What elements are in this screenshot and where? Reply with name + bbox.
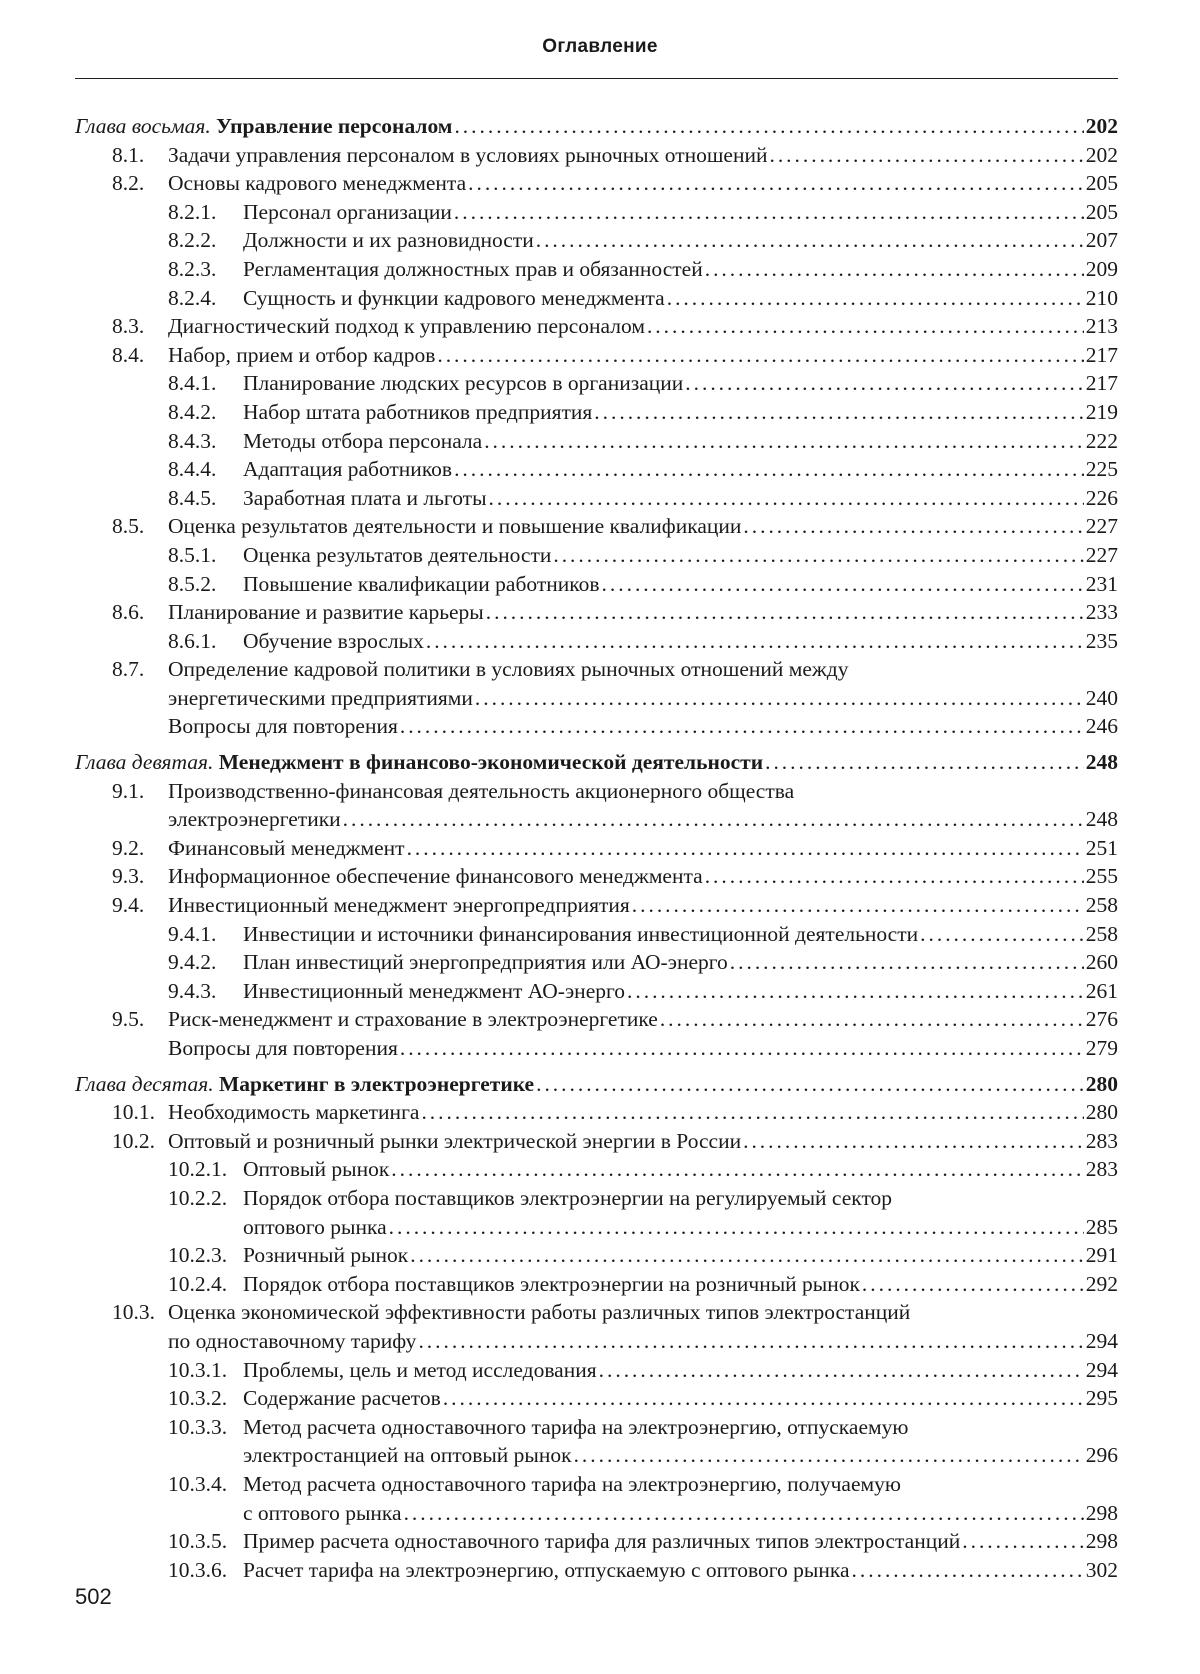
toc-section — [0, 341, 1200, 370]
toc-subsection — [0, 226, 1200, 255]
dot-leader — [852, 1556, 1084, 1585]
section-number: 8.5.2. — [168, 571, 217, 596]
dot-leader — [553, 541, 1083, 570]
section-number: 8.4.4. — [168, 457, 217, 482]
page-reference: 235 — [1085, 628, 1118, 653]
entry-title: Заработная плата и льготы — [243, 485, 487, 510]
dot-leader — [602, 570, 1084, 599]
dot-leader — [765, 748, 1084, 777]
page-reference: 285 — [1085, 1214, 1118, 1239]
section-number: 10.1. — [112, 1100, 155, 1125]
header-rule — [75, 78, 1118, 79]
chapter-prefix: Глава девятая. — [75, 750, 214, 775]
section-number: 10.3.5. — [168, 1529, 228, 1554]
toc-section — [0, 141, 1200, 170]
section-number: 10.3.6. — [168, 1557, 228, 1582]
toc-section — [0, 169, 1200, 198]
running-header: Оглавление — [542, 36, 658, 57]
entry-title: Инвестиционный менеджмент АО-энерго — [243, 978, 626, 1003]
page-reference: 231 — [1085, 571, 1118, 596]
page-reference: 219 — [1085, 399, 1118, 424]
section-number: 8.4.3. — [168, 428, 217, 453]
entry-title-line: Порядок отбора поставщиков электроэнергии на регулируемый сектор — [243, 1185, 893, 1210]
entry-title: Планирование и развитие карьеры — [168, 600, 484, 625]
section-number: 8.2.1. — [168, 199, 217, 224]
section-number: 8.1. — [112, 142, 145, 167]
section-number: 9.4.1. — [168, 921, 217, 946]
toc-subsection — [0, 427, 1200, 456]
page-reference: 205 — [1085, 199, 1118, 224]
dot-leader — [632, 891, 1084, 920]
table-of-contents — [0, 112, 1200, 1584]
entry-title: Оптовый и розничный рынки электрической энергии в России — [168, 1128, 742, 1153]
page-reference: 248 — [1085, 750, 1118, 775]
dot-leader — [599, 1356, 1084, 1385]
entry-title: энергетическими предприятиями — [168, 685, 473, 710]
dot-leader — [962, 1527, 1084, 1556]
toc-subsection — [0, 1470, 1200, 1527]
dot-leader — [389, 1213, 1084, 1242]
entry-title: Основы кадрового менеджмента — [168, 171, 467, 196]
section-number: 10.2. — [112, 1128, 155, 1153]
page-reference: 240 — [1085, 685, 1118, 710]
toc-section — [0, 834, 1200, 863]
dot-leader — [391, 1155, 1083, 1184]
entry-title-line: Метод расчета одноставочного тарифа на электроэнергию, получаемую — [243, 1471, 901, 1496]
entry-title: Вопросы для повторения — [168, 1036, 398, 1060]
toc-section — [0, 777, 1200, 834]
page-reference: 217 — [1085, 342, 1118, 367]
toc-section — [0, 1098, 1200, 1127]
entry-title: Планирование людских ресурсов в организации — [243, 371, 684, 396]
section-number: 8.2. — [112, 171, 145, 196]
dot-leader — [730, 948, 1084, 977]
toc-subsection — [0, 455, 1200, 484]
section-number: 8.6.1. — [168, 628, 217, 653]
section-number: 8.2.2. — [168, 228, 217, 253]
toc-section — [0, 891, 1200, 920]
dot-leader — [862, 1270, 1084, 1299]
page-reference: 251 — [1085, 835, 1118, 860]
toc-section — [0, 512, 1200, 541]
page-reference: 294 — [1085, 1357, 1118, 1382]
section-number: 8.4. — [112, 342, 145, 367]
toc-subsection — [0, 977, 1200, 1006]
page-reference: 213 — [1085, 314, 1118, 339]
dot-leader — [489, 484, 1084, 513]
section-number: 8.7. — [112, 657, 145, 682]
toc-section — [0, 312, 1200, 341]
section-number: 10.2.3. — [168, 1243, 228, 1268]
entry-title: электростанцией на оптовый рынок — [243, 1443, 572, 1468]
toc-subsection — [0, 1184, 1200, 1241]
page-reference: 291 — [1085, 1243, 1118, 1268]
page-reference: 283 — [1085, 1157, 1118, 1182]
chapter-title: Управление персоналом — [216, 114, 453, 138]
page-number: 502 — [75, 1584, 112, 1609]
dot-leader — [536, 226, 1084, 255]
dot-leader — [454, 198, 1084, 227]
chapter-title: Менеджмент в финансово-экономической деятельности — [218, 750, 764, 775]
section-number: 9.3. — [112, 864, 145, 889]
entry-title-line: Определение кадровой политики в условиях рыночных отношений между — [168, 657, 849, 682]
section-number: 10.3. — [112, 1300, 155, 1325]
dot-leader — [421, 1098, 1083, 1127]
page-reference: 279 — [1085, 1036, 1118, 1060]
dot-leader — [743, 512, 1083, 541]
dot-leader — [404, 1499, 1084, 1528]
toc-section — [0, 1298, 1200, 1355]
page-reference: 227 — [1085, 542, 1118, 567]
section-number: 9.4.3. — [168, 978, 217, 1003]
entry-title: Задачи управления персоналом в условиях рыночных отношений — [168, 142, 768, 167]
entry-title: Оптовый рынок — [243, 1157, 390, 1182]
entry-title: Расчет тарифа на электроэнергию, отпускаемую с оптового рынка — [243, 1557, 850, 1582]
page-reference: 209 — [1085, 256, 1118, 281]
page-reference: 226 — [1085, 485, 1118, 510]
entry-title: Содержание расчетов — [243, 1386, 441, 1411]
section-number: 8.4.1. — [168, 371, 217, 396]
section-number: 9.2. — [112, 835, 145, 860]
dot-leader — [400, 712, 1084, 741]
page-reference: 260 — [1085, 950, 1118, 975]
section-number: 10.2.1. — [168, 1157, 228, 1182]
entry-title: Диагностический подход к управлению персоналом — [168, 314, 645, 339]
entry-title: оптового рынка — [243, 1214, 387, 1239]
dot-leader — [468, 169, 1084, 198]
section-number: 10.3.2. — [168, 1386, 228, 1411]
entry-title: с оптового рынка — [243, 1500, 402, 1525]
entry-title: Должности и их разновидности — [243, 228, 534, 253]
chapter-title: Маркетинг в электроэнергетике — [219, 1071, 535, 1096]
section-number: 8.6. — [112, 600, 145, 625]
section-number: 10.2.4. — [168, 1271, 228, 1296]
toc-subsection — [0, 398, 1200, 427]
page-reference: 227 — [1085, 514, 1118, 539]
entry-title: Регламентация должностных прав и обязанностей — [243, 256, 703, 281]
toc-chapter — [0, 112, 1200, 141]
dot-leader — [769, 141, 1083, 170]
dot-leader — [400, 1034, 1084, 1063]
toc-subsection — [0, 198, 1200, 227]
entry-title: Повышение квалификации работников — [243, 571, 600, 596]
dot-leader — [426, 627, 1084, 656]
section-number: 10.3.4. — [168, 1471, 228, 1496]
entry-title: Финансовый менеджмент — [168, 835, 405, 860]
entry-title-line: Производственно-финансовая деятельность акционерного общества — [168, 778, 795, 803]
page-reference: 283 — [1085, 1128, 1118, 1153]
dot-leader — [705, 862, 1084, 891]
entry-title: Набор штата работников предприятия — [243, 399, 593, 424]
section-number: 8.4.5. — [168, 485, 217, 510]
toc-subsection — [0, 1556, 1200, 1585]
section-number: 8.4.2. — [168, 399, 217, 424]
page-reference: 280 — [1085, 1100, 1118, 1125]
toc-section — [0, 862, 1200, 891]
dot-leader — [437, 341, 1083, 370]
page-reference: 296 — [1085, 1443, 1118, 1468]
entry-title: Сущность и функции кадрового менеджмента — [243, 285, 665, 310]
entry-title: Адаптация работников — [243, 457, 453, 482]
section-number: 10.3.3. — [168, 1414, 228, 1439]
toc-section — [0, 1034, 1200, 1063]
dot-leader — [647, 312, 1084, 341]
page-reference: 255 — [1085, 864, 1118, 889]
toc-subsection — [0, 1413, 1200, 1470]
entry-title: Информационное обеспечение финансового менеджмента — [168, 864, 703, 889]
entry-title-line: Метод расчета одноставочного тарифа на электроэнергию, отпускаемую — [243, 1414, 909, 1439]
section-number: 10.2.2. — [168, 1185, 228, 1210]
entry-title: Набор, прием и отбор кадров — [168, 342, 436, 367]
toc-subsection — [0, 1356, 1200, 1385]
section-number: 8.3. — [112, 314, 145, 339]
dot-leader — [418, 1327, 1083, 1356]
toc-chapter — [0, 748, 1200, 777]
toc-chapter — [0, 1070, 1200, 1099]
entry-title: Оценка результатов деятельности — [243, 542, 552, 567]
page-reference: 258 — [1085, 893, 1118, 918]
section-number: 9.4. — [112, 893, 145, 918]
toc-subsection — [0, 1384, 1200, 1413]
section-number: 9.5. — [112, 1007, 145, 1032]
page-reference: 298 — [1085, 1500, 1118, 1525]
entry-title: Розничный рынок — [243, 1243, 409, 1268]
toc-subsection — [0, 948, 1200, 977]
dot-leader — [594, 398, 1083, 427]
toc-subsection — [0, 1270, 1200, 1299]
page-reference: 207 — [1085, 228, 1118, 253]
section-number: 10.3.1. — [168, 1357, 228, 1382]
toc-section — [0, 598, 1200, 627]
toc-subsection — [0, 255, 1200, 284]
page-reference: 248 — [1085, 807, 1118, 832]
entry-title: Обучение взрослых — [243, 628, 424, 653]
dot-leader — [920, 920, 1084, 949]
dot-leader — [454, 112, 1083, 141]
entry-title: Персонал организации — [243, 199, 452, 224]
page-reference: 298 — [1085, 1529, 1118, 1554]
dot-leader — [627, 977, 1084, 1006]
toc-subsection — [0, 920, 1200, 949]
dot-leader — [685, 369, 1083, 398]
entry-title-line: Оценка экономической эффективности работы различных типов электростанций — [168, 1300, 911, 1325]
section-number: 8.5. — [112, 514, 145, 539]
page-reference: 258 — [1085, 921, 1118, 946]
page-reference: 202 — [1085, 142, 1118, 167]
entry-title: Вопросы для повторения — [168, 714, 398, 739]
dot-leader — [343, 805, 1084, 834]
page-reference: 202 — [1085, 114, 1118, 138]
page-reference: 233 — [1085, 600, 1118, 625]
page-reference: 295 — [1085, 1386, 1118, 1411]
section-number: 9.1. — [112, 778, 145, 803]
toc-section — [0, 1127, 1200, 1156]
toc-subsection — [0, 484, 1200, 513]
dot-leader — [443, 1384, 1084, 1413]
dot-leader — [410, 1241, 1084, 1270]
page-reference: 225 — [1085, 457, 1118, 482]
section-number: 8.2.4. — [168, 285, 217, 310]
dot-leader — [475, 684, 1084, 713]
toc-subsection — [0, 570, 1200, 599]
section-number: 8.5.1. — [168, 542, 217, 567]
dot-leader — [536, 1070, 1084, 1099]
dot-leader — [660, 1005, 1084, 1034]
dot-leader — [454, 455, 1084, 484]
entry-title: Инвестиции и источники финансирования инвестиционной деятельности — [243, 921, 919, 946]
toc-subsection — [0, 627, 1200, 656]
page-reference: 205 — [1085, 171, 1118, 196]
entry-title: Оценка результатов деятельности и повышение квалификации — [168, 514, 742, 539]
page-reference: 222 — [1085, 428, 1118, 453]
toc-subsection — [0, 1155, 1200, 1184]
page-reference: 217 — [1085, 371, 1118, 396]
entry-title: Риск-менеджмент и страхование в электроэнергетике — [168, 1007, 658, 1032]
dot-leader — [486, 598, 1084, 627]
page-reference: 292 — [1085, 1271, 1118, 1296]
chapter-prefix: Глава десятая. — [75, 1071, 214, 1096]
section-number: 9.4.2. — [168, 950, 217, 975]
entry-title: План инвестиций энергопредприятия или АО-энерго — [243, 950, 728, 975]
dot-leader — [667, 284, 1084, 313]
dot-leader — [484, 427, 1084, 456]
page-reference: 210 — [1085, 285, 1118, 310]
entry-title: Инвестиционный менеджмент энергопредприятия — [168, 893, 630, 918]
dot-leader — [705, 255, 1084, 284]
toc-subsection — [0, 1527, 1200, 1556]
entry-title: по одноставочному тарифу — [168, 1328, 417, 1353]
toc-section — [0, 655, 1200, 712]
page-reference: 246 — [1085, 714, 1118, 739]
entry-title: Необходимость маркетинга — [168, 1100, 420, 1125]
entry-title: Порядок отбора поставщиков электроэнергии на розничный рынок — [243, 1271, 860, 1296]
page-reference: 261 — [1085, 978, 1118, 1003]
toc-subsection — [0, 369, 1200, 398]
page-reference: 294 — [1085, 1328, 1118, 1353]
toc-section — [0, 1005, 1200, 1034]
toc-section — [0, 712, 1200, 741]
toc-subsection — [0, 284, 1200, 313]
toc-subsection — [0, 541, 1200, 570]
entry-title: Пример расчета одноставочного тарифа для различных типов электростанций — [243, 1529, 961, 1554]
entry-title: Проблемы, цель и метод исследования — [243, 1357, 597, 1382]
section-number: 8.2.3. — [168, 256, 217, 281]
page-reference: 276 — [1085, 1007, 1118, 1032]
dot-leader — [743, 1127, 1084, 1156]
dot-leader — [407, 834, 1084, 863]
toc-subsection — [0, 1241, 1200, 1270]
entry-title: электроэнергетики — [168, 807, 341, 832]
dot-leader — [574, 1441, 1084, 1470]
chapter-prefix: Глава восьмая. — [75, 114, 211, 138]
entry-title: Методы отбора персонала — [243, 428, 483, 453]
page-reference: 302 — [1085, 1557, 1118, 1582]
page-reference: 280 — [1085, 1071, 1118, 1096]
